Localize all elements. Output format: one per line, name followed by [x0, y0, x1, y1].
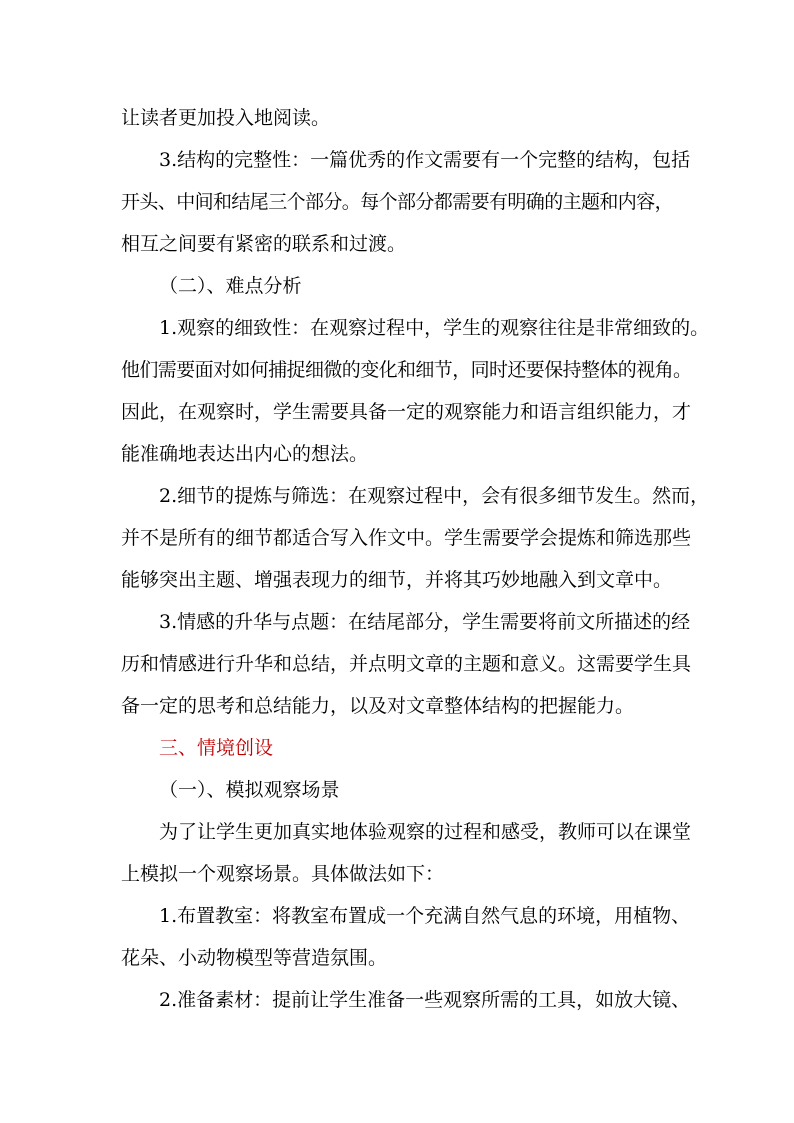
paragraph-line: 并不是所有的细节都适合写入作文中。学生需要学会提炼和筛选那些	[121, 527, 692, 549]
text-line	[0, 266, 794, 306]
paragraph-continuation: 让读者更加投入地阅读。	[121, 107, 331, 129]
text-line	[0, 602, 794, 642]
text-line	[0, 350, 794, 390]
paragraph-line: 相互之间要有紧密的联系和过渡。	[121, 233, 407, 255]
text-line	[0, 896, 794, 936]
text-line	[0, 140, 794, 180]
paragraph-first-line: 3.情感的升华与点题：在结尾部分，学生需要将前文所描述的经	[159, 611, 691, 633]
paragraph-first-line: 为了让学生更加真实地体验观察的过程和感受，教师可以在课堂	[159, 821, 692, 843]
section-heading: 三、情境创设	[159, 737, 274, 759]
paragraph-line: 开头、中间和结尾三个部分。每个部分都需要有明确的主题和内容，	[121, 191, 674, 213]
paragraph-line: 上模拟一个观察场景。具体做法如下：	[121, 863, 445, 885]
text-line	[0, 182, 794, 222]
text-line	[0, 98, 794, 138]
subsection-heading: （一）、模拟观察场景	[159, 779, 340, 801]
paragraph-line: 他们需要面对如何捕捉细微的变化和细节，同时还要保持整体的视角。	[121, 359, 692, 381]
paragraph-line: 备一定的思考和总结能力，以及对文章整体结构的把握能力。	[121, 695, 635, 717]
text-line	[0, 686, 794, 726]
paragraph-line: 花朵、小动物模型等营造氛围。	[121, 947, 388, 969]
text-line	[0, 812, 794, 852]
text-line	[0, 476, 794, 516]
text-line	[0, 308, 794, 348]
paragraph-first-line: 1.观察的细致性：在观察过程中，学生的观察往往是非常细致的。	[159, 317, 710, 339]
paragraph-line: 能准确地表达出内心的想法。	[121, 443, 369, 465]
text-line	[0, 938, 794, 978]
paragraph-first-line: 2.准备素材：提前让学生准备一些观察所需的工具，如放大镜、	[159, 989, 691, 1011]
text-line	[0, 434, 794, 474]
text-line	[0, 224, 794, 264]
text-line	[0, 980, 794, 1020]
paragraph-line: 历和情感进行升华和总结，并点明文章的主题和意义。这需要学生具	[121, 653, 692, 675]
paragraph-line: 能够突出主题、增强表现力的细节，并将其巧妙地融入到文章中。	[121, 569, 673, 591]
text-line	[0, 854, 794, 894]
text-line	[0, 770, 794, 810]
subsection-heading: （二）、难点分析	[159, 275, 302, 297]
paragraph-first-line: 3.结构的完整性：一篇优秀的作文需要有一个完整的结构，包括	[159, 149, 691, 171]
paragraph-line: 因此，在观察时，学生需要具备一定的观察能力和语言组织能力，才	[121, 401, 692, 423]
text-line	[0, 644, 794, 684]
text-line	[0, 392, 794, 432]
text-line	[0, 728, 794, 768]
paragraph-first-line: 1.布置教室：将教室布置成一个充满自然气息的环境，用植物、	[159, 905, 691, 927]
text-line	[0, 560, 794, 600]
paragraph-first-line: 2.细节的提炼与筛选：在观察过程中，会有很多细节发生。然而，	[159, 485, 710, 507]
text-line	[0, 518, 794, 558]
